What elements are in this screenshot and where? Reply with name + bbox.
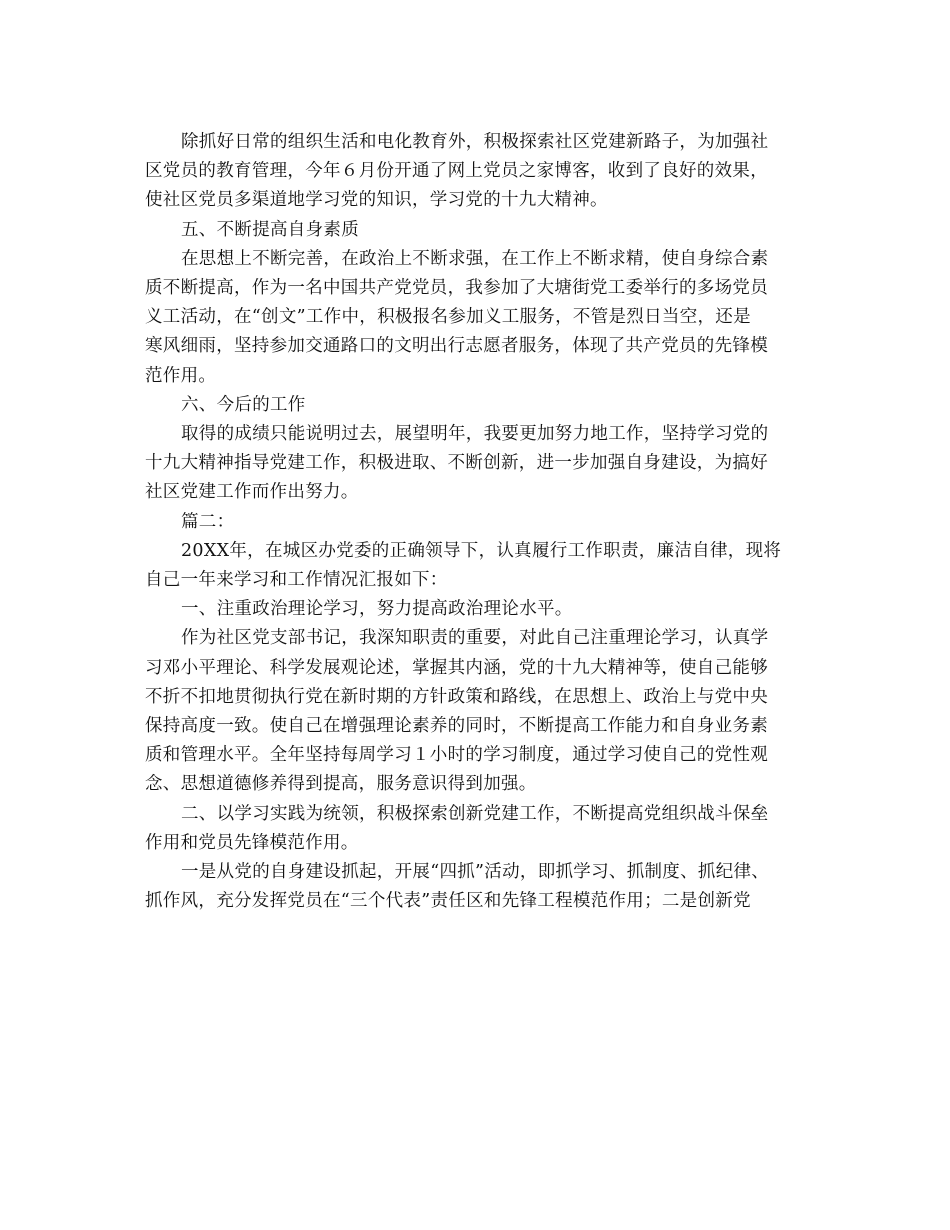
text-line: 一是从党的自身建设抓起，开展“四抓”活动，即抓学习、抓制度、抓纪律、 <box>181 862 770 883</box>
paragraph <box>145 537 813 595</box>
section-heading: 篇二： <box>181 511 235 532</box>
text-line: 在思想上不断完善，在政治上不断求强，在工作上不断求精，使自身综合素 <box>181 248 769 269</box>
section-heading: 一、注重政治理论学习，努力提高政治理论水平。 <box>181 599 573 620</box>
text-line: 十九大精神指导党建工作，积极进取、不断创新，进一步加强自身建设，为搞好 <box>145 453 768 474</box>
text-line: 不折不扣地贯彻执行党在新时期的方针政策和路线，在思想上、政治上与党中央 <box>145 686 768 707</box>
text-line: 质和管理水平。全年坚持每周学习１小时的学习制度，通过学习使自己的党性观 <box>145 745 768 766</box>
paragraph <box>145 128 813 216</box>
text-line: 20XX年，在城区办党委的正确领导下，认真履行工作职责，廉洁自律，现将 <box>181 540 782 561</box>
section-heading: 六、今后的工作 <box>181 394 306 415</box>
text-line: 范作用。 <box>145 365 217 386</box>
paragraph <box>145 858 813 916</box>
document-body <box>145 128 813 916</box>
text-line: 区党员的教育管理，今年６月份开通了网上党员之家博客，收到了良好的效果， <box>145 161 768 182</box>
text-line: 取得的成绩只能说明过去，展望明年，我要更加努力地工作，坚持学习党的 <box>181 424 769 445</box>
text-line: 抓作风，充分发挥党员在“三个代表”责任区和先锋工程模范作用；二是创新党 <box>145 891 751 912</box>
text-line: 质不断提高，作为一名中国共产党党员，我参加了大塘街党工委举行的多场党员 <box>145 278 768 299</box>
text-line: 二、以学习实践为统领，积极探索创新党建工作，不断提高党组织战斗保垒 <box>181 803 769 824</box>
text-line: 除抓好日常的组织生活和电化教育外，积极探索社区党建新路子，为加强社 <box>181 132 769 152</box>
paragraph <box>145 800 813 858</box>
text-line: 保持高度一致。使自己在增强理论素养的同时，不断提高工作能力和自身业务素 <box>145 716 768 737</box>
text-line: 念、思想道德修养得到提高，服务意识得到加强。 <box>145 774 537 795</box>
paragraph <box>145 420 813 508</box>
text-line: 作用和党员先锋模范作用。 <box>145 832 359 853</box>
text-line: 使社区党员多渠道地学习党的知识，学习党的十九大精神。 <box>145 190 608 211</box>
text-line: 作为社区党支部书记，我深知职责的重要，对此自己注重理论学习，认真学 <box>181 628 769 649</box>
text-line: 寒风细雨，坚持参加交通路口的文明出行志愿者服务，体现了共产党员的先锋模 <box>145 336 768 357</box>
section-heading: 五、不断提高自身素质 <box>181 219 359 240</box>
paragraph <box>145 245 813 391</box>
text-line: 义工活动，在“创文”工作中，积极报名参加义工服务，不管是烈日当空，还是 <box>145 307 751 328</box>
text-line: 习邓小平理论、科学发展观论述，掌握其内涵，党的十九大精神等，使自己能够 <box>145 657 768 678</box>
text-line: 社区党建工作而作出努力。 <box>145 482 359 503</box>
text-line: 自己一年来学习和工作情况汇报如下： <box>145 570 448 591</box>
paragraph <box>145 624 813 799</box>
